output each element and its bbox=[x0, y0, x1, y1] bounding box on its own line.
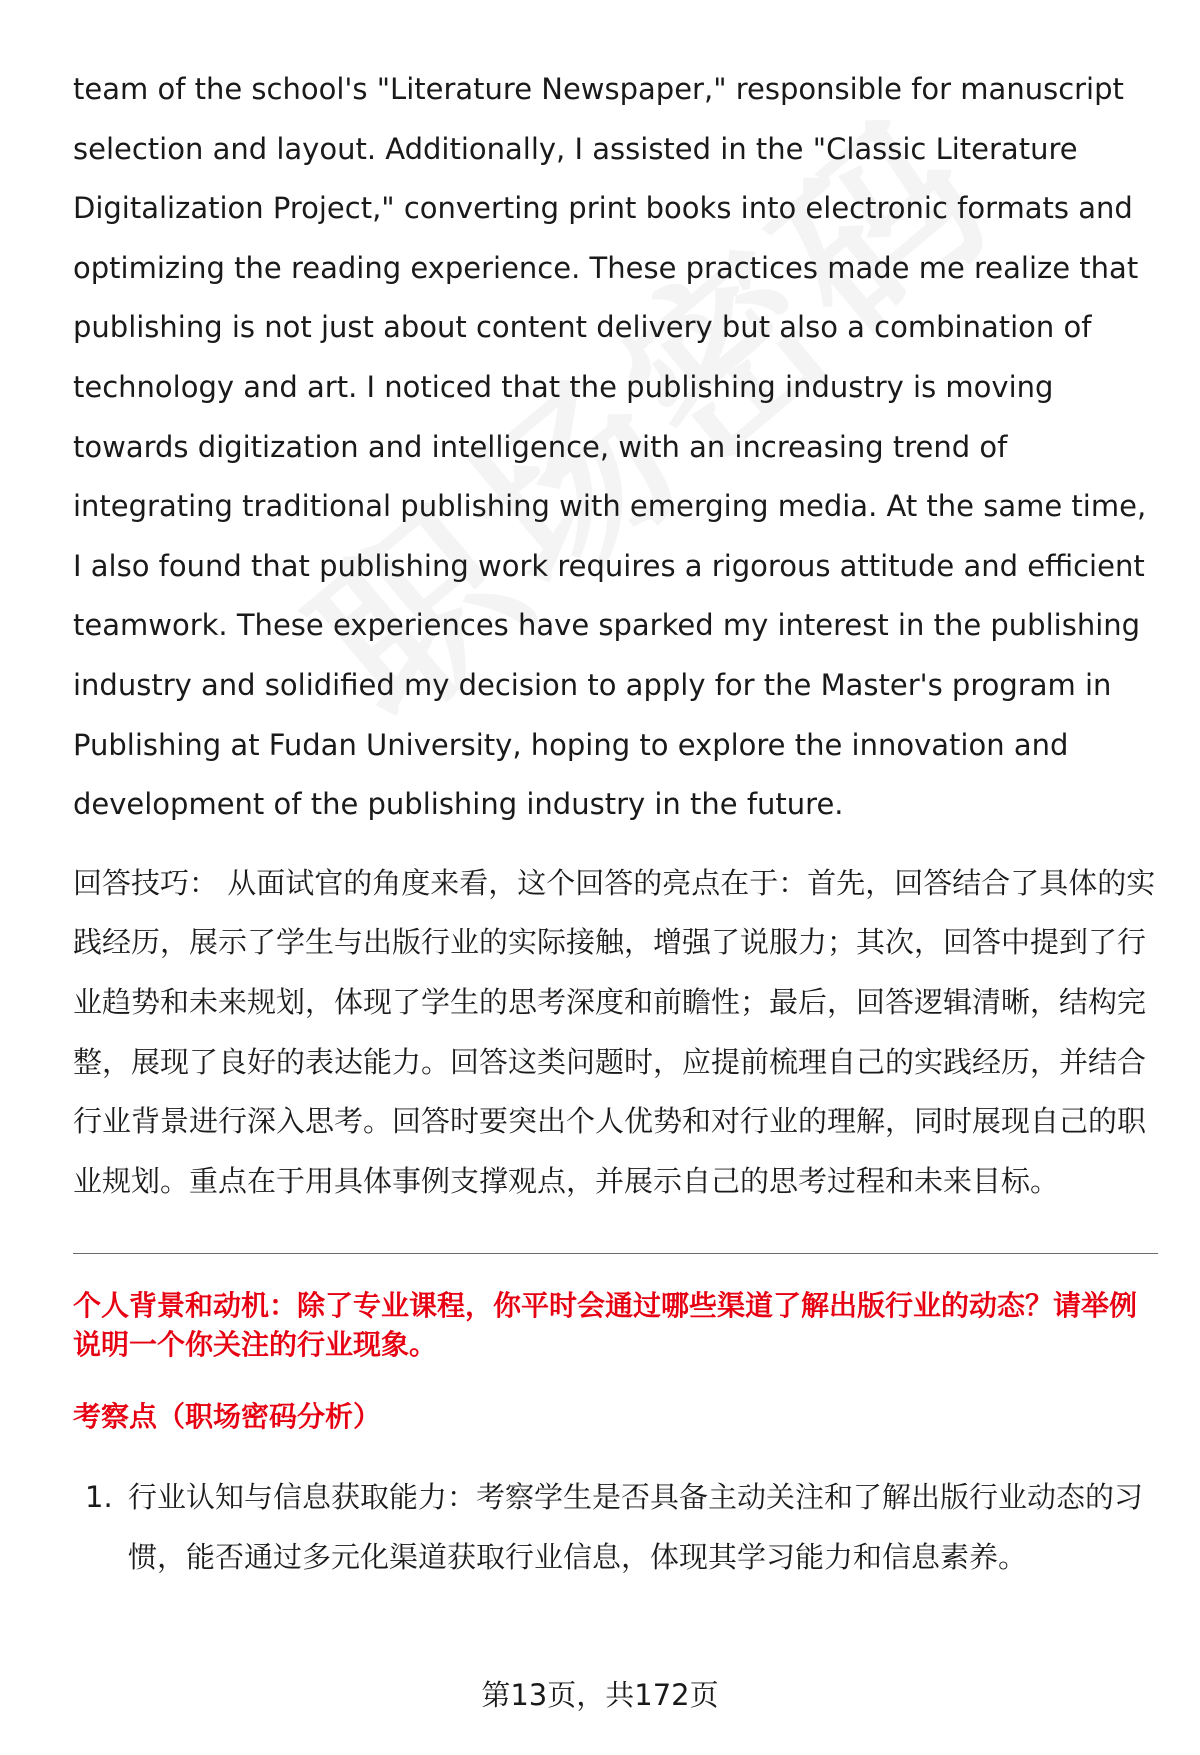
exam-points-list bbox=[73, 1468, 1158, 1587]
document-content bbox=[73, 60, 1158, 1587]
answer-paragraph: team of the school's "Literature Newspaper," responsible for manuscript selection and layout. Additionally, I assisted in the "Classic Literature Digitalization Project," converting print books into electronic formats and optimizing the reading experience. These practices made me realize that publishing is not just about content delivery but also a combination of technology and art. I noticed that the publishing industry is moving towards digitization and intelligence, with an increasing trend of integrating traditional publishing with emerging media. At the same time, I also found that publishing work requires a rigorous attitude and efficient teamwork. These experiences have sparked my interest in the publishing industry and solidified my decision to apply for the Master's program in Publishing at Fudan University, hoping to explore the innovation and development of the publishing industry in the future. bbox=[73, 72, 1147, 822]
section-divider bbox=[73, 1253, 1158, 1254]
page-number-footer: 第13页，共172页 bbox=[481, 1678, 719, 1712]
list-item-number: 1. bbox=[85, 1480, 113, 1515]
question-heading: 个人背景和动机：除了专业课程，你平时会通过哪些渠道了解出版行业的动态？请举例说明一个你关注的行业现象。 bbox=[73, 1289, 1138, 1362]
list-item bbox=[73, 1468, 1158, 1587]
list-item-text: 行业认知与信息获取能力：考察学生是否具备主动关注和了解出版行业动态的习惯，能否通过多元化渠道获取行业信息，体现其学习能力和信息素养。 bbox=[128, 1480, 1144, 1574]
exam-points-heading: 考察点（职场密码分析） bbox=[73, 1400, 382, 1434]
answer-tips-paragraph: 回答技巧： 从面试官的角度来看，这个回答的亮点在于：首先，回答结合了具体的实践经历，展示了学生与出版行业的实际接触，增强了说服力；其次，回答中提到了行业趋势和未来规划，体现了学生的思考深度和前瞻性；最后，回答逻辑清晰，结构完整，展现了良好的表达能力。回答这类问题时，应提前梳理自己的实践经历，并结合行业背景进行深入思考。回答时要突出个人优势和对行业的理解，同时展现自己的职业规划。重点在于用具体事例支撑观点，并展示自己的思考过程和未来目标。 bbox=[73, 865, 1156, 1198]
